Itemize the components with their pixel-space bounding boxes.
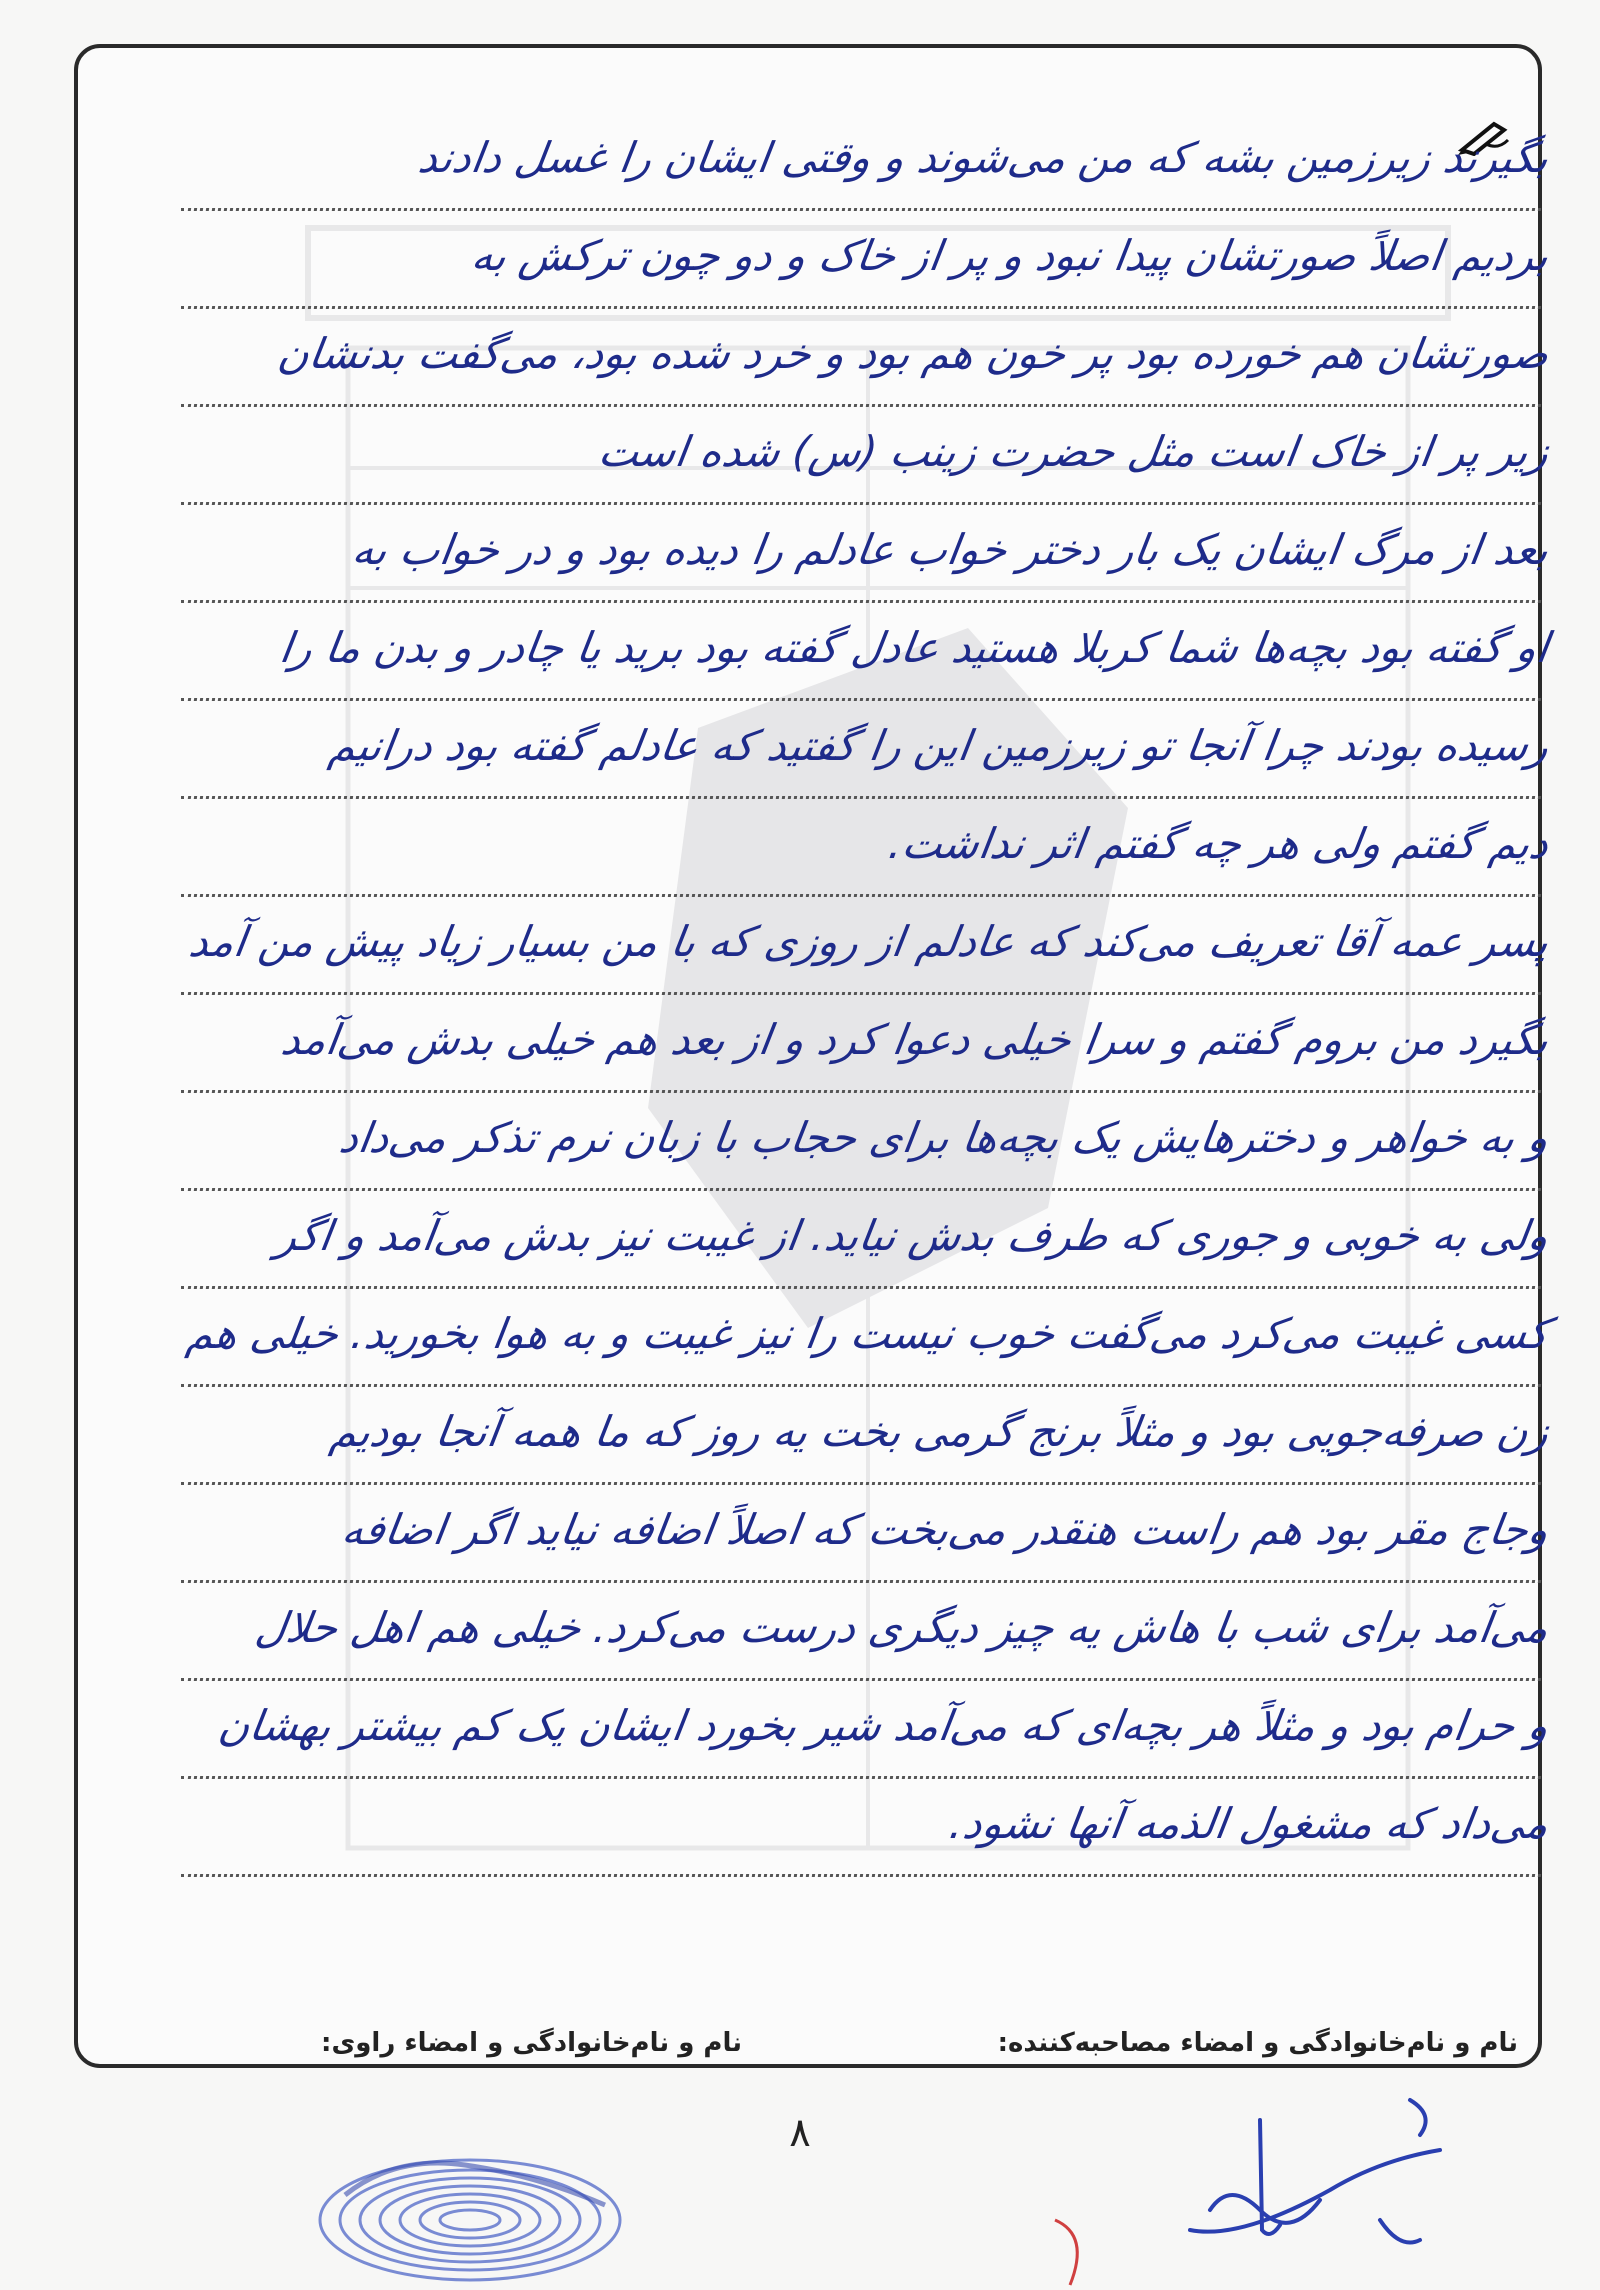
handwritten-line: بگیرند زیرزمین بشه که من می‌شوند و وقتی ایشان را غسل دادند xyxy=(181,108,1555,211)
handwritten-line: کسی غیبت می‌کرد می‌گفت خوب نیست را نیز غیبت و به هوا بخورید. خیلی هم xyxy=(181,1284,1555,1387)
page-number: ۸ xyxy=(789,2110,811,2156)
signature-labels-row xyxy=(74,2000,1542,2090)
signature xyxy=(1150,2090,1450,2270)
handwritten-line: دیم گفتم ولی هر چه گفتم اثر نداشت. xyxy=(181,794,1555,897)
handwritten-line: رسیده بودند چرا آنجا تو زیرزمین این را گفتید که عادلم گفته بود درانیم xyxy=(181,696,1555,799)
handwritten-line: بگیرد من بروم گفتم و سرا خیلی دعوا کرد و از بعد هم خیلی بدش می‌آمد xyxy=(181,990,1555,1093)
handwritten-line: ولی به خوبی و جوری که طرف بدش نیاید. از غیبت نیز بدش می‌آمد و اگر xyxy=(181,1186,1555,1289)
interviewer-signature-label: نام و نام‌خانوادگی و امضاء مصاحبه‌کننده: xyxy=(997,2028,1518,2058)
narrator-signature-label: نام و نام‌خانوادگی و امضاء راوی: xyxy=(321,2028,742,2058)
handwritten-line: پسر عمه آقا تعریف می‌کند که عادلم از روزی که با من بسیار زیاد پیش من آمد xyxy=(181,892,1555,995)
handwritten-line: صورتشان هم خورده بود پر خون هم بود و خرد شده بود، می‌گفت بدنشان xyxy=(181,304,1555,407)
handwritten-line: بردیم اصلاً صورتشان پیدا نبود و پر از خاک و دو چون ترکش به xyxy=(181,206,1555,309)
handwritten-text-block xyxy=(183,108,1552,1888)
red-pen-mark xyxy=(1050,2215,1110,2290)
handwritten-line: و به خواهر و دخترهایش یک بچه‌ها برای حجاب با زبان نرم تذکر می‌داد xyxy=(181,1088,1555,1191)
handwritten-line: بعد از مرگ ایشان یک بار دختر خواب عادلم را دیده بود و در خواب به xyxy=(181,500,1555,603)
fingerprint-stamp xyxy=(305,2135,635,2285)
page-frame xyxy=(74,44,1552,2068)
handwritten-line: وجاج مقر بود هم راست هنقدر می‌بخت که اصلاً اضافه نیاید اگر اضافه xyxy=(181,1480,1555,1583)
handwritten-line: می‌آمد برای شب با هاش یه چیز دیگری درست می‌کرد. خیلی هم اهل حلال xyxy=(181,1578,1555,1681)
handwritten-line: زن صرفه‌جویی بود و مثلاً برنج گرمی بخت یه روز که ما همه آنجا بودیم xyxy=(181,1382,1555,1485)
handwritten-line: او گفته بود بچه‌ها شما کربلا هستید عادل گفته بود برید یا چادر و بدن ما را xyxy=(181,598,1555,701)
handwritten-line: می‌داد که مشغول الذمه آنها نشود. xyxy=(181,1774,1555,1877)
handwritten-line: و حرام بود و مثلاً هر بچه‌ای که می‌آمد شیر بخورد ایشان یک کم بیشتر بهشان xyxy=(181,1676,1555,1779)
handwritten-line: زیر پر از خاک است مثل حضرت زینب (س) شده است xyxy=(181,402,1555,505)
